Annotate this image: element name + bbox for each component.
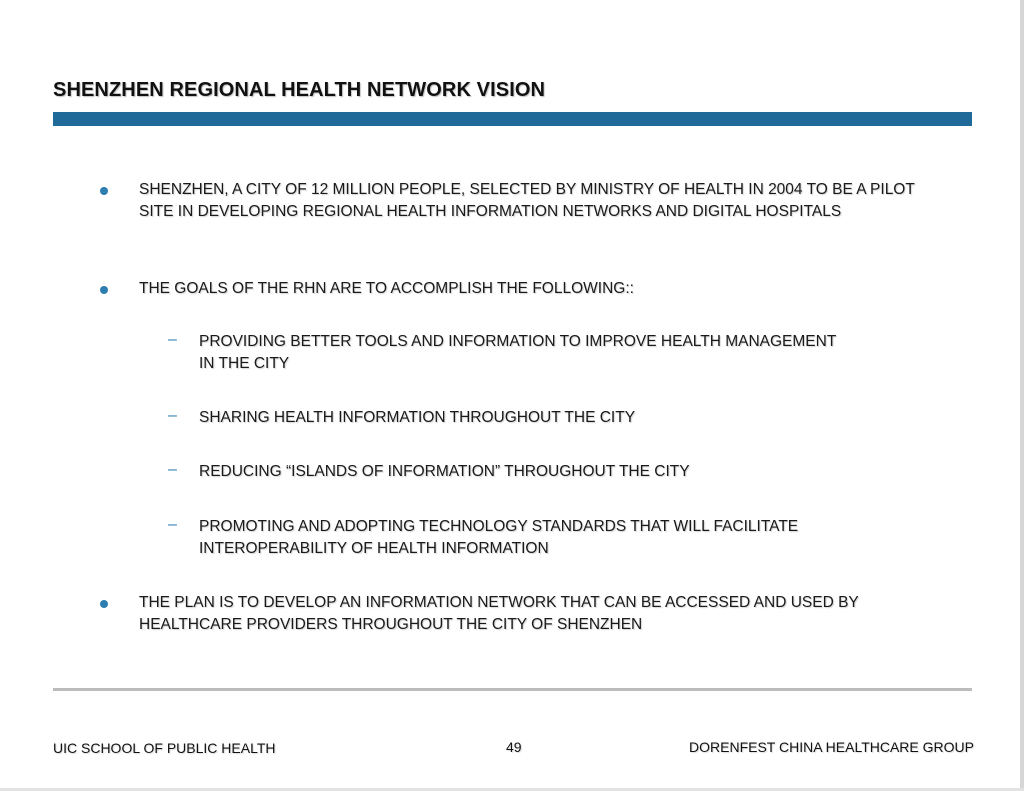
footer-right-text: DORENFEST CHINA HEALTHCARE GROUP [689, 739, 974, 755]
sub-bullet-text-2: SHARING HEALTH INFORMATION THROUGHOUT THE CITY [199, 409, 636, 426]
bullet-dot-icon [100, 187, 108, 195]
sub-bullet-text-1: PROVIDING BETTER TOOLS AND INFORMATION TO IMPROVE HEALTH MANAGEMENT IN THE CITY [199, 333, 837, 372]
footer-left-text: UIC SCHOOL OF PUBLIC HEALTH [53, 740, 276, 756]
title-underline-bar [53, 112, 972, 126]
sub-bullet-text-3: REDUCING “ISLANDS OF INFORMATION” THROUGHOUT THE CITY [199, 463, 690, 480]
bullet-dot-icon [100, 286, 108, 294]
page-number: 49 [506, 739, 522, 755]
footer-divider [53, 688, 972, 691]
bullet-text-2: THE GOALS OF THE RHN ARE TO ACCOMPLISH THE FOLLOWING:: [139, 280, 634, 297]
sub-bullet-text-4: PROMOTING AND ADOPTING TECHNOLOGY STANDARDS THAT WILL FACILITATE INTEROPERABILITY OF HEALTH INFORMATION [199, 518, 799, 557]
dash-icon: – [168, 407, 177, 424]
dash-icon: – [168, 461, 177, 478]
bullet-dot-icon [100, 600, 108, 608]
bullet-text-3: THE PLAN IS TO DEVELOP AN INFORMATION NETWORK THAT CAN BE ACCESSED AND USED BY HEALTHCARE PROVIDERS THROUGHOUT THE CITY OF SHENZHEN [139, 594, 859, 633]
slide-title: SHENZHEN REGIONAL HEALTH NETWORK VISION [53, 79, 546, 101]
slide-right-edge [1020, 0, 1024, 791]
dash-icon: – [168, 516, 177, 533]
bullet-text-1: SHENZHEN, A CITY OF 12 MILLION PEOPLE, SELECTED BY MINISTRY OF HEALTH IN 2004 TO BE A PILOT SITE IN DEVELOPING REGIONAL HEALTH INFORMATION NETWORKS AND DIGITAL HOSPITALS [139, 181, 915, 220]
dash-icon: – [168, 331, 177, 348]
